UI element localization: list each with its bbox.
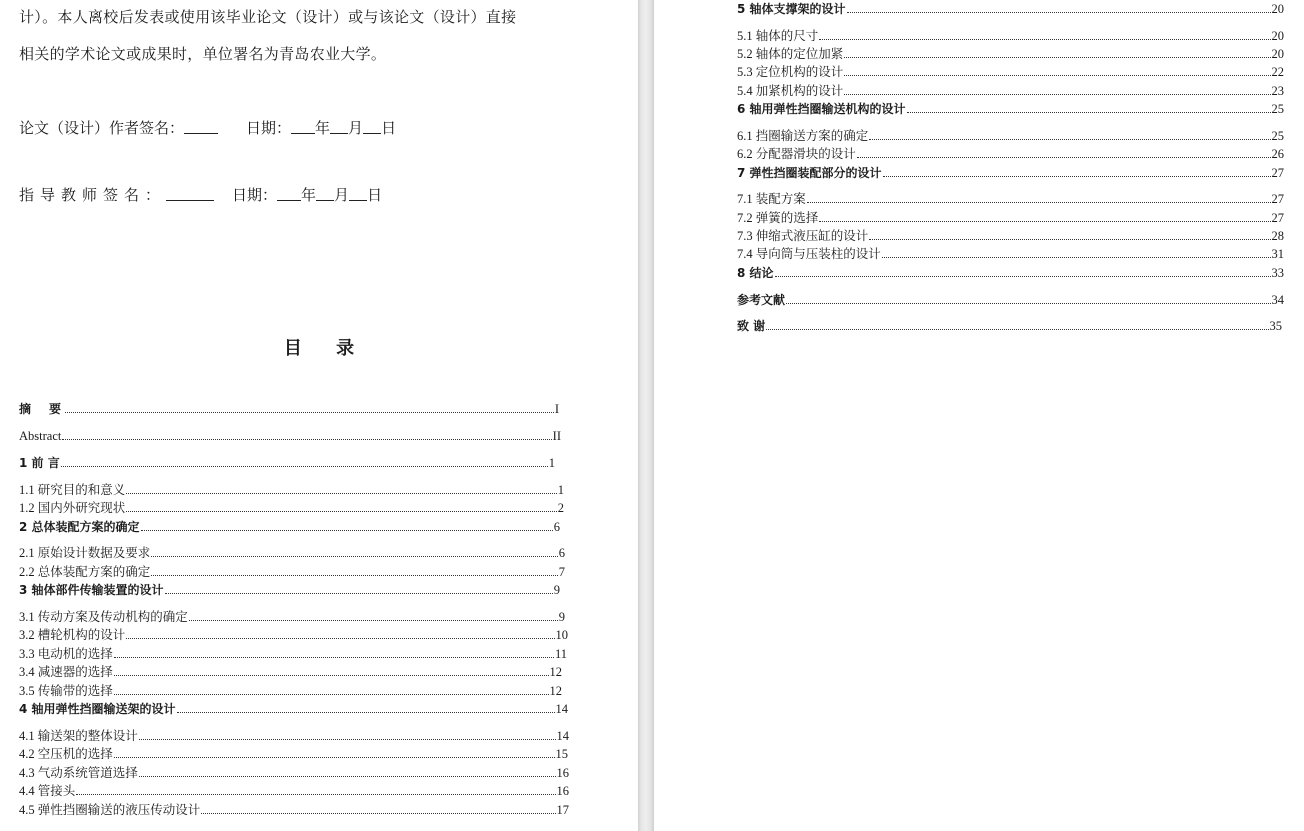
toc-entry-page: 28	[1271, 229, 1284, 243]
advisor-month-blank	[316, 186, 334, 201]
advisor-year-blank	[277, 186, 301, 201]
toc-entry-page: 15	[555, 747, 568, 761]
toc-entry-label: 3.1 传动方案及传动机构的确定	[19, 610, 188, 624]
toc-entry-label: 2 总体装配方案的确定	[19, 520, 140, 534]
toc-entry[interactable]	[737, 265, 1284, 281]
toc-leader-dots	[114, 657, 554, 658]
toc-title: 目 录	[283, 338, 369, 359]
toc-entry-label: 5.1 轴体的尺寸	[737, 29, 819, 43]
toc-leader-dots	[883, 176, 1271, 177]
toc-leader-dots	[807, 202, 1271, 203]
toc-entry-label: 5 轴体支撑架的设计	[737, 2, 846, 16]
toc-leader-dots	[844, 94, 1270, 95]
toc-entry[interactable]	[737, 28, 1284, 44]
toc-leader-dots	[126, 511, 556, 512]
toc-entry[interactable]	[19, 728, 569, 744]
toc-entry-page: 11	[554, 647, 567, 661]
author-date-label: 日期：	[246, 121, 292, 137]
advisor-day-blank	[349, 186, 367, 201]
toc-leader-dots	[844, 75, 1270, 76]
toc-leader-dots	[857, 157, 1271, 158]
toc-entry-page: 2	[557, 501, 564, 515]
toc-leader-dots	[786, 303, 1270, 304]
toc-entry-page: 6	[558, 546, 565, 560]
toc-entry[interactable]	[737, 146, 1284, 162]
toc-entry-page: 1	[548, 456, 555, 470]
toc-entry-page: 12	[549, 665, 562, 679]
toc-entry[interactable]	[19, 519, 560, 535]
toc-entry-label: 7.4 导向筒与压装柱的设计	[737, 247, 881, 261]
toc-entry-label: 4 轴用弹性挡圈输送架的设计	[19, 702, 176, 716]
toc-leader-dots	[114, 675, 549, 676]
toc-entry[interactable]	[19, 664, 562, 680]
toc-leader-dots	[907, 112, 1271, 113]
toc-leader-dots	[819, 221, 1270, 222]
toc-entry[interactable]	[737, 165, 1284, 181]
toc-entry[interactable]	[19, 500, 564, 516]
toc-entry[interactable]	[19, 545, 565, 561]
toc-leader-dots	[819, 39, 1270, 40]
toc-entry[interactable]	[19, 482, 564, 498]
toc-entry[interactable]	[19, 627, 568, 643]
toc-leader-dots	[126, 493, 556, 494]
toc-entry-page: 14	[556, 729, 569, 743]
toc-entry-label: 5.4 加紧机构的设计	[737, 84, 844, 98]
advisor-signature-line	[19, 186, 382, 206]
toc-entry-label: 1.2 国内外研究现状	[19, 501, 126, 515]
toc-entry[interactable]	[19, 802, 569, 818]
author-signature-line	[19, 119, 396, 139]
toc-entry-label: 3.2 槽轮机构的设计	[19, 628, 126, 642]
author-year-blank	[291, 119, 315, 134]
toc-entry-label: 3.4 减速器的选择	[19, 665, 113, 679]
author-month-label: 月	[348, 121, 364, 137]
advisor-date-label: 日期：	[232, 188, 278, 204]
toc-entry-page: 20	[1271, 29, 1284, 43]
toc-entry-page: 22	[1271, 65, 1284, 79]
toc-leader-dots	[151, 575, 557, 576]
toc-entry[interactable]	[737, 210, 1284, 226]
toc-entry[interactable]	[19, 765, 569, 781]
toc-entry[interactable]	[737, 1, 1284, 17]
toc-entry-page: 14	[555, 702, 568, 716]
toc-leader-dots	[62, 439, 551, 440]
toc-entry-label: 4.1 输送架的整体设计	[19, 729, 138, 743]
toc-entry-label: 4.5 弹性挡圈输送的液压传动设计	[19, 803, 201, 817]
toc-entry-label: 8 结论	[737, 266, 774, 280]
toc-entry[interactable]	[737, 46, 1284, 62]
toc-entry-label: 3.3 电动机的选择	[19, 647, 113, 661]
toc-entry-page: 7	[558, 565, 565, 579]
toc-entry-page: 20	[1271, 47, 1284, 61]
toc-entry-label: 6.1 挡圈输送方案的确定	[737, 129, 869, 143]
toc-entry-label: 5.2 轴体的定位加紧	[737, 47, 844, 61]
toc-entry[interactable]	[737, 292, 1284, 308]
toc-entry-page: 9	[553, 583, 560, 597]
toc-leader-dots	[766, 329, 1268, 330]
toc-entry-page: 9	[558, 610, 565, 624]
toc-leader-dots	[882, 257, 1271, 258]
advisor-month-label: 月	[334, 188, 350, 204]
toc-leader-dots	[165, 593, 553, 594]
toc-entry[interactable]	[19, 701, 568, 717]
toc-entry-label: 致 谢	[737, 319, 766, 333]
author-day-blank	[363, 119, 381, 134]
toc-entry[interactable]	[737, 191, 1284, 207]
toc-leader-dots	[844, 57, 1270, 58]
toc-entry[interactable]	[19, 683, 562, 699]
left-page	[0, 0, 638, 831]
toc-entry-page: 33	[1271, 266, 1284, 280]
toc-entry[interactable]	[19, 564, 565, 580]
toc-entry-page: 17	[556, 803, 569, 817]
author-signature-blank	[184, 119, 218, 134]
toc-leader-dots	[126, 638, 554, 639]
toc-entry-page: 23	[1271, 84, 1284, 98]
toc-entry[interactable]	[19, 746, 568, 762]
advisor-year-label: 年	[301, 188, 317, 204]
toc-leader-dots	[847, 12, 1271, 13]
toc-entry-label: 4.4 管接头	[19, 784, 76, 798]
toc-entry-label: 7.3 伸缩式液压缸的设计	[737, 229, 869, 243]
toc-leader-dots	[201, 813, 555, 814]
toc-entry[interactable]	[737, 128, 1284, 144]
toc-entry[interactable]	[737, 83, 1284, 99]
toc-entry[interactable]	[737, 318, 1282, 334]
toc-entry-label: 参考文献	[737, 293, 786, 307]
toc-leader-dots	[65, 412, 554, 413]
toc-leader-dots	[61, 466, 548, 467]
toc-entry-page: 20	[1271, 2, 1284, 16]
toc-entry-page: 27	[1271, 166, 1284, 180]
toc-entry-page: 25	[1271, 102, 1284, 116]
toc-entry[interactable]	[19, 609, 565, 625]
toc-leader-dots	[139, 776, 556, 777]
toc-entry-page: 26	[1271, 147, 1284, 161]
toc-entry-page: 10	[555, 628, 568, 642]
toc-entry-page: 27	[1271, 211, 1284, 225]
toc-entry-label: 2.2 总体装配方案的确定	[19, 565, 151, 579]
toc-entry[interactable]	[737, 64, 1284, 80]
toc-entry-page: 16	[556, 784, 569, 798]
toc-entry[interactable]	[19, 428, 561, 444]
toc-leader-dots	[869, 139, 1270, 140]
toc-entry[interactable]	[19, 401, 559, 417]
toc-entry-label: 3 轴体部件传输装置的设计	[19, 583, 164, 597]
toc-entry[interactable]	[19, 455, 555, 471]
toc-entry-page: 31	[1271, 247, 1284, 261]
toc-entry-page: 35	[1269, 319, 1282, 333]
toc-leader-dots	[141, 530, 553, 531]
toc-entry-label: Abstract	[19, 429, 62, 443]
toc-leader-dots	[139, 739, 556, 740]
toc-entry-page: 34	[1271, 293, 1284, 307]
toc-entry[interactable]	[19, 582, 560, 598]
toc-entry-label: 4.2 空压机的选择	[19, 747, 113, 761]
toc-entry[interactable]	[737, 246, 1284, 262]
toc-entry-page: 27	[1271, 192, 1284, 206]
toc-entry-label: 7.1 装配方案	[737, 192, 806, 206]
toc-entry-label: 1 前 言	[19, 456, 60, 470]
toc-entry[interactable]	[737, 228, 1284, 244]
declaration-line-2: 相关的学术论文或成果时，单位署名为青岛农业大学。	[19, 47, 387, 63]
toc-leader-dots	[775, 276, 1271, 277]
toc-entry-label: 7.2 弹簧的选择	[737, 211, 819, 225]
advisor-signature-label: 指导教师签名：	[19, 188, 167, 204]
toc-entry-page: 6	[553, 520, 560, 534]
toc-entry-page: 25	[1271, 129, 1284, 143]
toc-entry-label: 2.1 原始设计数据及要求	[19, 546, 151, 560]
toc-entry-label: 摘 要	[19, 402, 65, 416]
author-day-label: 日	[381, 121, 397, 137]
toc-entry-label: 5.3 定位机构的设计	[737, 65, 844, 79]
toc-leader-dots	[151, 556, 557, 557]
toc-leader-dots	[76, 794, 555, 795]
toc-entry-page: I	[554, 402, 559, 416]
toc-entry-page: 12	[549, 684, 562, 698]
right-page	[654, 0, 1304, 831]
author-month-blank	[330, 119, 348, 134]
toc-leader-dots	[869, 239, 1270, 240]
toc-entry-label: 7 弹性挡圈装配部分的设计	[737, 166, 882, 180]
toc-entry[interactable]	[737, 101, 1284, 117]
toc-entry-label: 4.3 气动系统管道选择	[19, 766, 138, 780]
toc-leader-dots	[189, 620, 558, 621]
author-signature-label: 论文（设计）作者签名：	[19, 121, 185, 137]
toc-entry-label: 3.5 传输带的选择	[19, 684, 113, 698]
declaration-line-1: 计）。本人离校后发表或使用该毕业论文（设计）或与该论文（设计）直接	[19, 10, 517, 26]
toc-entry-page: 1	[557, 483, 564, 497]
toc-leader-dots	[177, 712, 555, 713]
toc-entry-label: 6 轴用弹性挡圈输送机构的设计	[737, 102, 906, 116]
page-gutter	[638, 0, 654, 831]
toc-entry[interactable]	[19, 783, 569, 799]
toc-entry-page: II	[552, 429, 561, 443]
toc-entry-label: 1.1 研究目的和意义	[19, 483, 126, 497]
author-year-label: 年	[315, 121, 331, 137]
advisor-signature-blank	[166, 186, 214, 201]
toc-entry[interactable]	[19, 646, 567, 662]
toc-leader-dots	[114, 694, 549, 695]
advisor-day-label: 日	[367, 188, 383, 204]
toc-entry-label: 6.2 分配器滑块的设计	[737, 147, 856, 161]
toc-entry-page: 16	[556, 766, 569, 780]
toc-leader-dots	[114, 757, 555, 758]
